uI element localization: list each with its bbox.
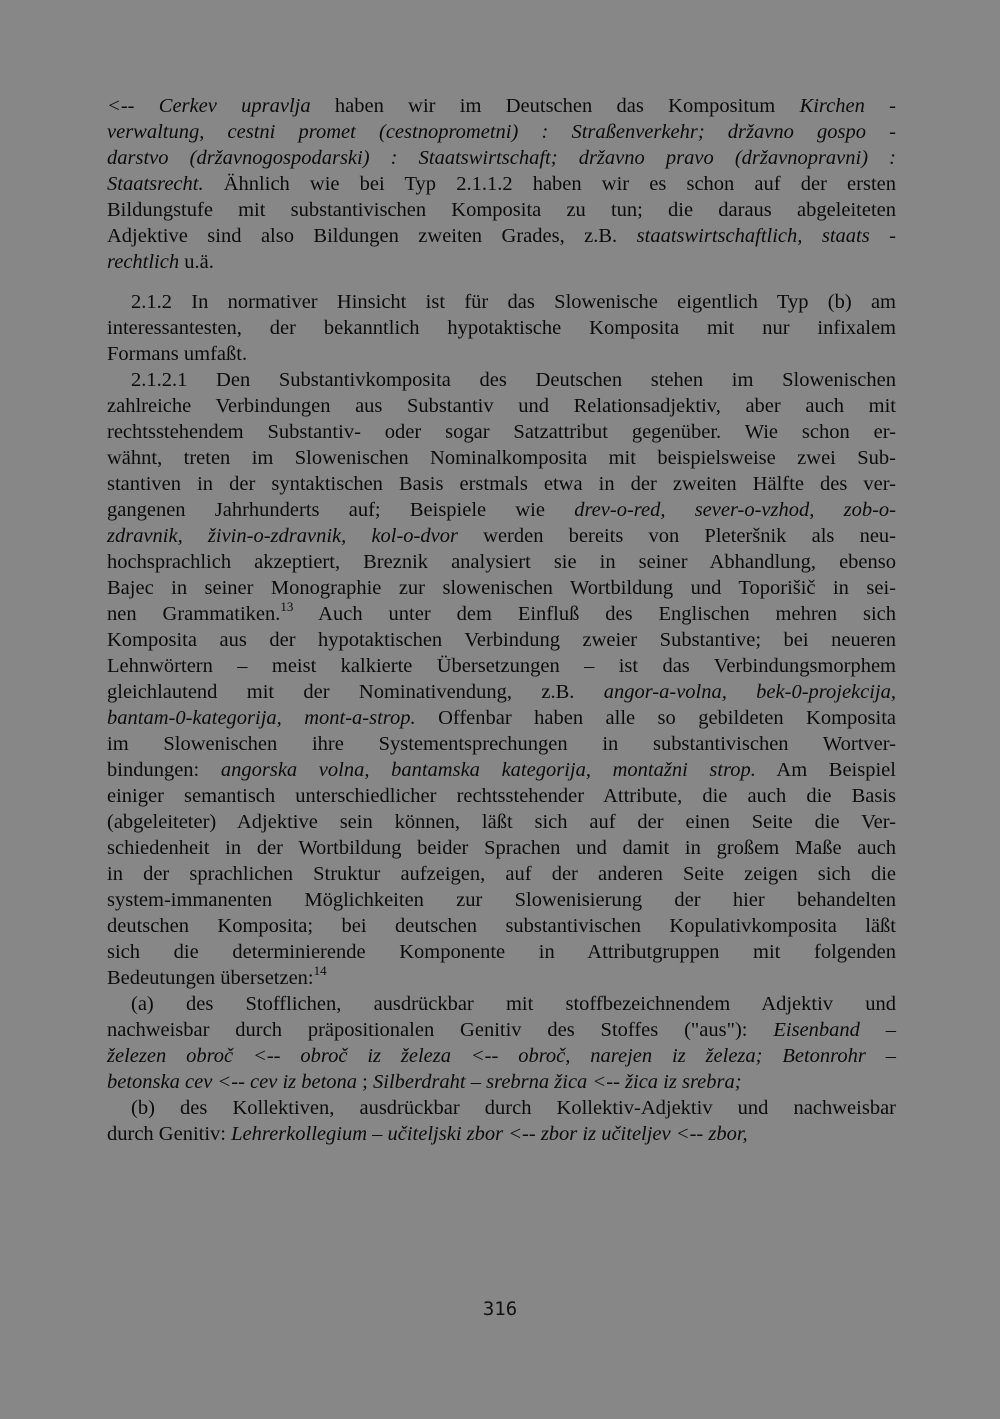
text-line xyxy=(107,289,896,315)
text-run: sich die determinierende Komponente in Attributgruppen mit folgenden xyxy=(107,941,896,963)
italic-text: Kirchen - xyxy=(799,95,896,117)
text-line xyxy=(107,341,896,367)
italic-text: železen obroč <-- obroč iz železa <-- obroč, narejen iz železa; Betonrohr – xyxy=(107,1045,896,1067)
text-run: deutschen Komposita; bei deutschen substantivischen Kopulativkomposita läßt xyxy=(107,915,896,937)
text-line xyxy=(107,1017,896,1043)
text-line xyxy=(107,1069,896,1095)
text-line xyxy=(107,757,896,783)
text-line xyxy=(107,887,896,913)
text-run: ; xyxy=(357,1071,373,1093)
italic-text: verwaltung, cestni promet (cestnoprometni) : Straßenverkehr; državno gospo - xyxy=(107,121,896,143)
text-line xyxy=(107,497,896,523)
text-line xyxy=(107,171,896,197)
text-line xyxy=(107,705,896,731)
text-line xyxy=(107,1095,896,1121)
text-run: Formans umfaßt. xyxy=(107,343,248,365)
page-number: 316 xyxy=(482,1298,518,1320)
text-line xyxy=(107,249,896,275)
text-line xyxy=(107,653,896,679)
text-line xyxy=(107,445,896,471)
text-line xyxy=(107,367,896,393)
text-run: im Slowenischen ihre Systementsprechungen in substantivischen Wortver- xyxy=(107,733,896,755)
text-line xyxy=(107,939,896,965)
footnote-marker: 14 xyxy=(313,963,327,978)
text-line xyxy=(107,627,896,653)
text-run: 2.1.2 In normativer Hinsicht ist für das Slowenische eigentlich Typ (b) am xyxy=(131,291,896,313)
text-line xyxy=(107,523,896,549)
text-line xyxy=(107,93,896,119)
text-line xyxy=(107,731,896,757)
italic-text: Eisenband – xyxy=(773,1019,896,1041)
italic-text: Staatsrecht. xyxy=(107,173,204,195)
italic-text: zdravnik, živin-o-zdravnik, kol-o-dvor xyxy=(107,525,458,547)
paragraph xyxy=(107,1095,896,1147)
text-run: Adjektive sind also Bildungen zweiten Grades, z.B. xyxy=(107,225,637,247)
text-run: durch Genitiv: xyxy=(107,1123,232,1145)
italic-text: drev-o-red, sever-o-vzhod, zob-o- xyxy=(574,499,896,521)
text-line xyxy=(107,835,896,861)
text-line xyxy=(107,809,896,835)
italic-text: darstvo (državnogospodarski) : Staatswirtschaft; državno pravo (državnopravni) : xyxy=(107,147,896,169)
paragraph xyxy=(107,93,896,275)
text-run: nen Grammatiken. xyxy=(107,603,281,625)
italic-text: angorska volna, bantamska kategorija, montažni strop. xyxy=(220,759,756,781)
text-line xyxy=(107,783,896,809)
text-run: nachweisbar durch präpositionalen Genitiv des Stoffes ("aus"): xyxy=(107,1019,774,1041)
text-line xyxy=(107,1121,896,1147)
text-run: 2.1.2.1 Den Substantivkomposita des Deutschen stehen im Slowenischen xyxy=(131,369,896,391)
italic-text: Silberdraht – srebrna žica <-- žica iz srebra; xyxy=(373,1071,742,1093)
text-run: haben wir im Deutschen das Kompositum xyxy=(310,95,800,117)
text-line xyxy=(107,575,896,601)
italic-text: <-- Cerkev upravlja xyxy=(107,95,311,117)
text-run: Bedeutungen übersetzen: xyxy=(107,967,314,989)
text-run: Komposita aus der hypotaktischen Verbindung zweier Substantive; bei neueren xyxy=(107,629,896,651)
italic-text: angor-a-volna, bek-0-projekcija, xyxy=(603,681,897,703)
text-run: hochsprachlich akzeptiert, Breznik analysiert sie in seiner Abhandlung, ebenso xyxy=(107,551,896,573)
text-run: u.ä. xyxy=(179,251,214,273)
text-run: Ähnlich wie bei Typ 2.1.1.2 haben wir es schon auf der ersten xyxy=(203,173,896,195)
page-body xyxy=(107,93,896,1147)
text-line xyxy=(107,679,896,705)
text-run: (b) des Kollektiven, ausdrückbar durch Kollektiv-Adjektiv und nachweisbar xyxy=(131,1097,896,1119)
italic-text: rechtlich xyxy=(107,251,180,273)
text-line xyxy=(107,965,896,991)
text-run: Offenbar haben alle so gebildeten Komposita xyxy=(415,707,896,729)
footnote-marker: 13 xyxy=(280,599,294,614)
paragraph xyxy=(107,367,896,991)
text-line xyxy=(107,549,896,575)
text-line xyxy=(107,145,896,171)
text-line xyxy=(107,913,896,939)
text-run: gangenen Jahrhunderts auf; Beispiele wie xyxy=(107,499,575,521)
paragraph xyxy=(107,991,896,1095)
paragraph xyxy=(107,289,896,367)
paragraph-gap xyxy=(107,275,896,289)
text-run: Bajec in seiner Monographie zur slowenischen Wortbildung und Toporišič in sei- xyxy=(107,577,896,599)
text-line xyxy=(107,315,896,341)
text-run: einiger semantisch unterschiedlicher rechtsstehender Attribute, die auch die Basis xyxy=(107,785,896,807)
text-line xyxy=(107,601,896,627)
text-run: werden bereits von Pleteršnik als neu- xyxy=(457,525,896,547)
text-line xyxy=(107,197,896,223)
text-run: Am Beispiel xyxy=(755,759,896,781)
text-run: rechtsstehendem Substantiv- oder sogar Satzattribut gegenüber. Wie schon er- xyxy=(107,421,896,443)
italic-text: bantam-0-kategorija, mont-a-strop. xyxy=(107,707,416,729)
text-run: (abgeleiteter) Adjektive sein können, läßt sich auf der einen Seite die Ver- xyxy=(107,811,896,833)
text-line xyxy=(107,419,896,445)
text-run: bindungen: xyxy=(107,759,221,781)
text-run: wähnt, treten im Slowenischen Nominalkomposita mit beispielsweise zwei Sub- xyxy=(107,447,896,469)
text-line xyxy=(107,471,896,497)
text-line xyxy=(107,393,896,419)
text-line xyxy=(107,223,896,249)
text-run: zahlreiche Verbindungen aus Substantiv und Relationsadjektiv, aber auch mit xyxy=(107,395,896,417)
text-line xyxy=(107,1043,896,1069)
text-run: Lehnwörtern – meist kalkierte Übersetzungen – ist das Verbindungsmorphem xyxy=(107,655,896,677)
text-run: gleichlautend mit der Nominativendung, z.B. xyxy=(107,681,604,703)
text-line xyxy=(107,991,896,1017)
text-run: system-immanenten Möglichkeiten zur Slowenisierung der hier behandelten xyxy=(107,889,896,911)
italic-text: betonska cev <-- cev iz betona xyxy=(107,1071,358,1093)
text-line xyxy=(107,119,896,145)
text-run: stantiven in der syntaktischen Basis erstmals etwa in der zweiten Hälfte des ver- xyxy=(107,473,896,495)
text-run: Bildungstufe mit substantivischen Komposita zu tun; die daraus abgeleiteten xyxy=(107,199,896,221)
text-run: interessantesten, der bekanntlich hypotaktische Komposita mit nur infixalem xyxy=(107,317,896,339)
text-run: (a) des Stofflichen, ausdrückbar mit stoffbezeichnendem Adjektiv und xyxy=(131,993,896,1015)
italic-text: staatswirtschaftlich, staats - xyxy=(636,225,896,247)
text-run: Auch unter dem Einfluß des Englischen mehren sich xyxy=(293,603,896,625)
text-run: schiedenheit in der Wortbildung beider Sprachen und damit in großem Maße auch xyxy=(107,837,896,859)
text-line xyxy=(107,861,896,887)
text-run: in der sprachlichen Struktur aufzeigen, auf der anderen Seite zeigen sich die xyxy=(107,863,896,885)
italic-text: Lehrerkollegium – učiteljski zbor <-- zbor iz učiteljev <-- zbor, xyxy=(231,1123,748,1145)
